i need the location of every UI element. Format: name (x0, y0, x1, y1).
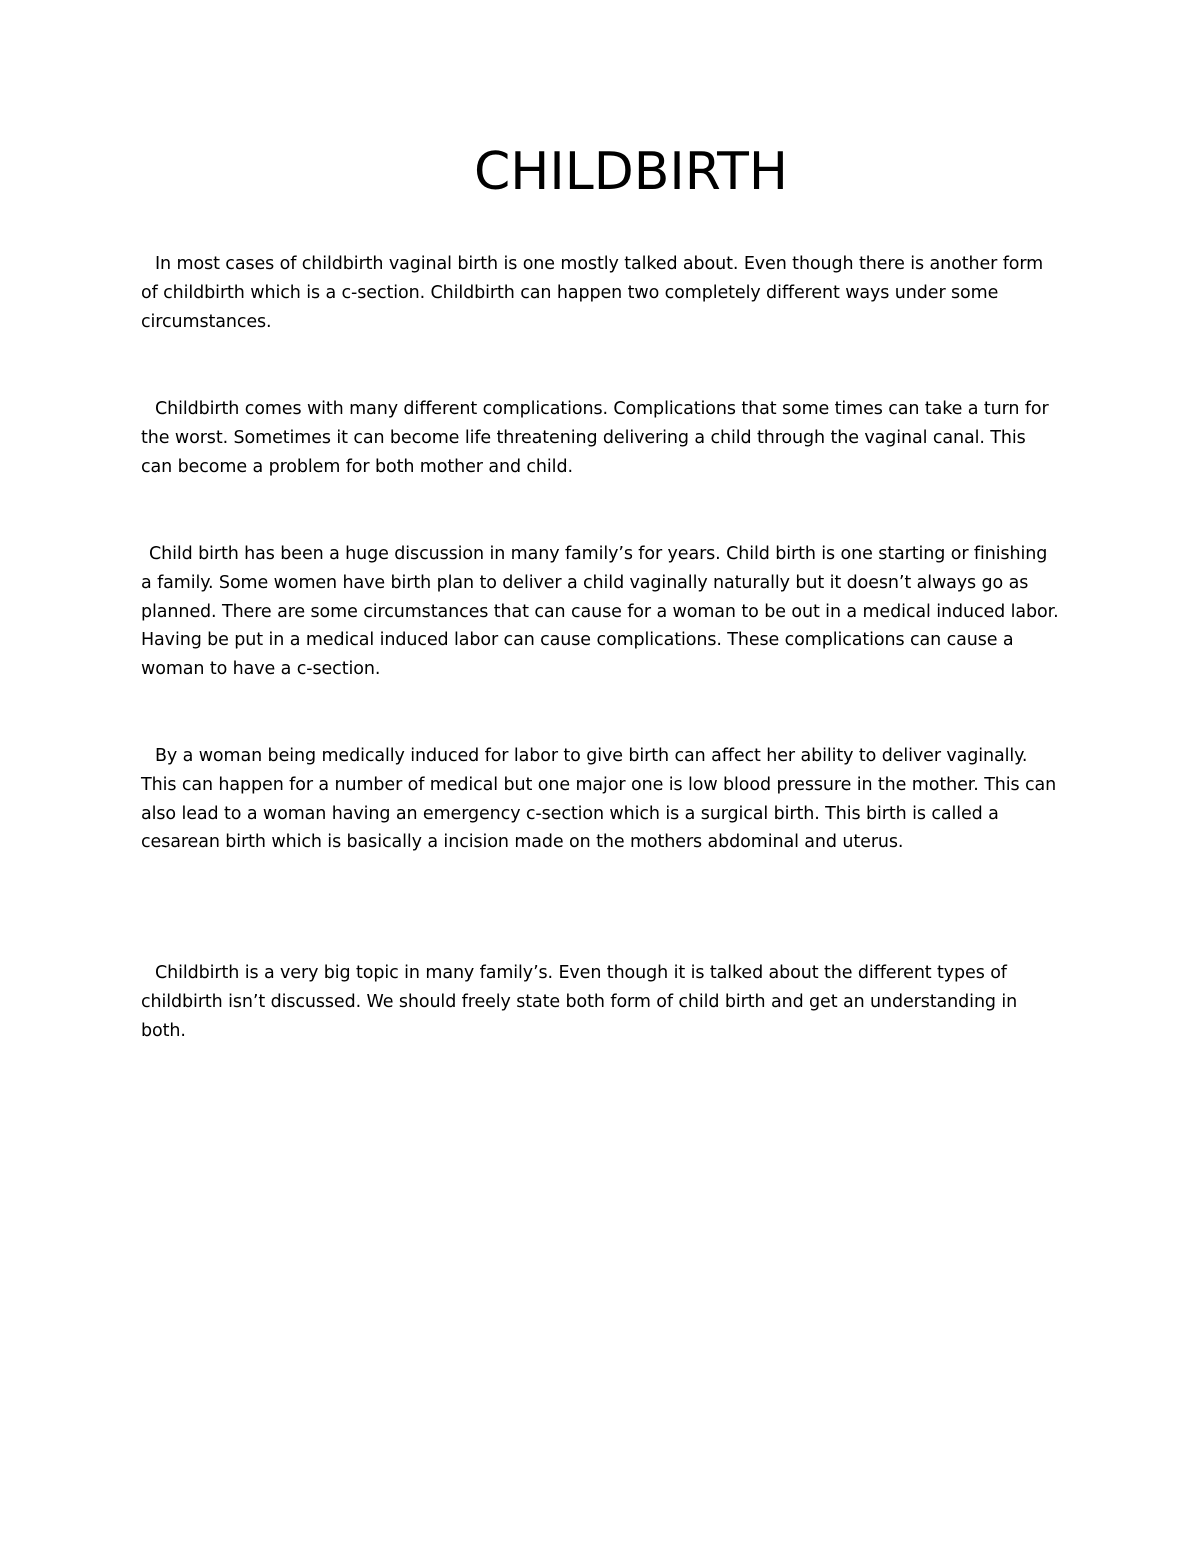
paragraph-4: By a woman being medically induced for labor to give birth can affect her ability to deliver vaginally. This can happen for a number of medical but one major one is low blood pressure in the mother. This can also lead to a woman having an emergency c-section which is a surgical birth. This birth is called a cesarean birth which is basically a incision made on the mothers abdominal and uterus. (141, 746, 1057, 853)
paragraph-1: In most cases of childbirth vaginal birth is one mostly talked about. Even though there is another form of childbirth which is a c-section. Childbirth can happen two completely different ways under some circumstances. (141, 254, 1044, 332)
paragraph-2: Childbirth comes with many different complications. Complications that some times can take a turn for the worst. Sometimes it can become life threatening delivering a child through the vaginal canal. This can become a problem for both mother and child. (141, 399, 1049, 477)
paragraph-5: Childbirth is a very big topic in many family’s. Even though it is talked about the different types of childbirth isn’t discussed. We should freely state both form of child birth and get an understanding in both. (141, 963, 1018, 1041)
paragraph-3: Child birth has been a huge discussion in many family’s for years. Child birth is one starting or finishing a family. Some women have birth plan to deliver a child vaginally naturally but it doesn’t always go as planned. There are some circumstances that can cause for a woman to be out in a medical induced labor. Having be put in a medical induced labor can cause complications. These complications can cause a woman to have a c-section. (141, 544, 1059, 680)
document-title: CHILDBIRTH (474, 142, 788, 202)
